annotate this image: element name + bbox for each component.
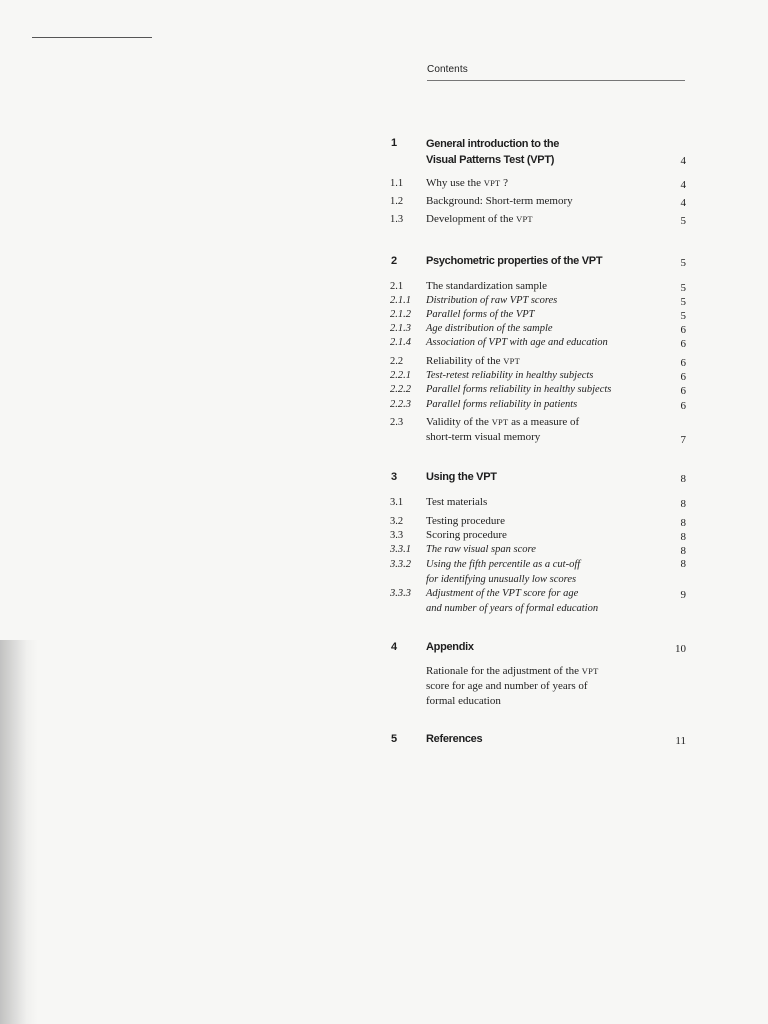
toc-title: Psychometric properties of the VPT bbox=[426, 255, 603, 267]
toc-number: 3.1 bbox=[390, 497, 404, 508]
toc-title: General introduction to the Visual Patterns Test (VPT) bbox=[426, 138, 560, 166]
toc-number: 3.3.2 bbox=[390, 559, 411, 570]
toc-page-number: 5 bbox=[680, 215, 686, 227]
toc-number: 2.1.2 bbox=[390, 309, 411, 320]
toc-page-number: 6 bbox=[680, 400, 686, 412]
toc-title: Parallel forms of the VPT bbox=[426, 309, 535, 320]
toc-page-number: 9 bbox=[680, 589, 686, 601]
toc-number: 2.3 bbox=[390, 417, 404, 428]
toc-page-number: 8 bbox=[680, 558, 686, 570]
toc-title: Age distribution of the sample bbox=[426, 323, 553, 334]
toc-page-number: 7 bbox=[680, 434, 686, 446]
toc-number: 3 bbox=[391, 471, 397, 483]
toc-title: Scoring procedure bbox=[426, 529, 507, 541]
toc-page-number: 8 bbox=[680, 531, 686, 543]
toc-number: 2.2 bbox=[390, 356, 404, 367]
toc-page-number: 5 bbox=[680, 296, 686, 308]
toc-title: Appendix bbox=[426, 641, 474, 653]
toc-number: 2.1 bbox=[390, 281, 404, 292]
toc-number: 1.1 bbox=[390, 178, 404, 189]
toc-number: 2.1.4 bbox=[390, 337, 411, 348]
toc-title: Validity of the VPT as a measure of short-term visual memory bbox=[426, 416, 580, 443]
toc-page-number: 8 bbox=[680, 473, 686, 485]
toc-title: The standardization sample bbox=[426, 280, 547, 292]
toc-number: 2.2.1 bbox=[390, 370, 411, 381]
toc-page-number: 4 bbox=[680, 155, 686, 167]
toc-number: 3.3.3 bbox=[390, 588, 411, 599]
toc-number: 2.2.3 bbox=[390, 399, 411, 410]
toc-page-number: 10 bbox=[675, 643, 686, 655]
toc-page-number: 5 bbox=[680, 310, 686, 322]
toc-number: 1.2 bbox=[390, 196, 404, 207]
toc-number: 2 bbox=[391, 255, 397, 267]
toc-title: Why use the VPT ? bbox=[426, 177, 509, 189]
toc-page-number: 6 bbox=[680, 371, 686, 383]
toc-title: Testing procedure bbox=[426, 515, 505, 527]
toc-number: 2.1.1 bbox=[390, 295, 411, 306]
toc-title: Reliability of the VPT bbox=[426, 355, 520, 367]
toc-number: 3.3.1 bbox=[390, 544, 411, 555]
page-header: Contents bbox=[427, 64, 468, 75]
toc-page-number: 4 bbox=[680, 197, 686, 209]
toc-page-number: 8 bbox=[680, 545, 686, 557]
toc-number: 3.3 bbox=[390, 530, 404, 541]
toc-title: Test-retest reliability in healthy subjects bbox=[426, 370, 594, 381]
toc-title: Adjustment of the VPT score for age and number of years of formal education bbox=[426, 588, 599, 614]
toc-number: 3.2 bbox=[390, 516, 404, 527]
toc-page-number: 8 bbox=[680, 517, 686, 529]
toc-title: Association of VPT with age and education bbox=[426, 337, 608, 348]
toc-page-number: 6 bbox=[680, 324, 686, 336]
toc-page-number: 6 bbox=[680, 338, 686, 350]
toc-title: References bbox=[426, 733, 483, 745]
toc-page-number: 4 bbox=[680, 179, 686, 191]
toc-title: The raw visual span score bbox=[426, 544, 536, 555]
toc-title: Development of the VPT bbox=[426, 213, 533, 225]
toc-number: 2.2.2 bbox=[390, 384, 411, 395]
toc-number: 4 bbox=[391, 641, 397, 653]
toc-number: 2.1.3 bbox=[390, 323, 411, 334]
toc-number: 1 bbox=[391, 137, 397, 149]
toc-page-number: 6 bbox=[680, 385, 686, 397]
toc-title: Using the fifth percentile as a cut-off for identifying unusually low scores bbox=[426, 559, 581, 585]
toc-page-number: 11 bbox=[675, 735, 686, 747]
toc-title: Parallel forms reliability in healthy subjects bbox=[426, 384, 612, 395]
toc-number: 1.3 bbox=[390, 214, 404, 225]
toc-number: 5 bbox=[391, 733, 397, 745]
toc-title: Distribution of raw VPT scores bbox=[426, 295, 558, 306]
toc-title: Rationale for the adjustment of the VPT score for age and number of years of formal education bbox=[426, 665, 599, 707]
toc-page-number: 8 bbox=[680, 498, 686, 510]
toc-title: Test materials bbox=[426, 496, 488, 508]
toc-page-number: 6 bbox=[680, 357, 686, 369]
toc-page-number: 5 bbox=[680, 282, 686, 294]
toc-title: Using the VPT bbox=[426, 471, 497, 483]
toc-title: Parallel forms reliability in patients bbox=[426, 399, 578, 410]
toc-page-number: 5 bbox=[680, 257, 686, 269]
toc-title: Background: Short-term memory bbox=[426, 195, 573, 207]
